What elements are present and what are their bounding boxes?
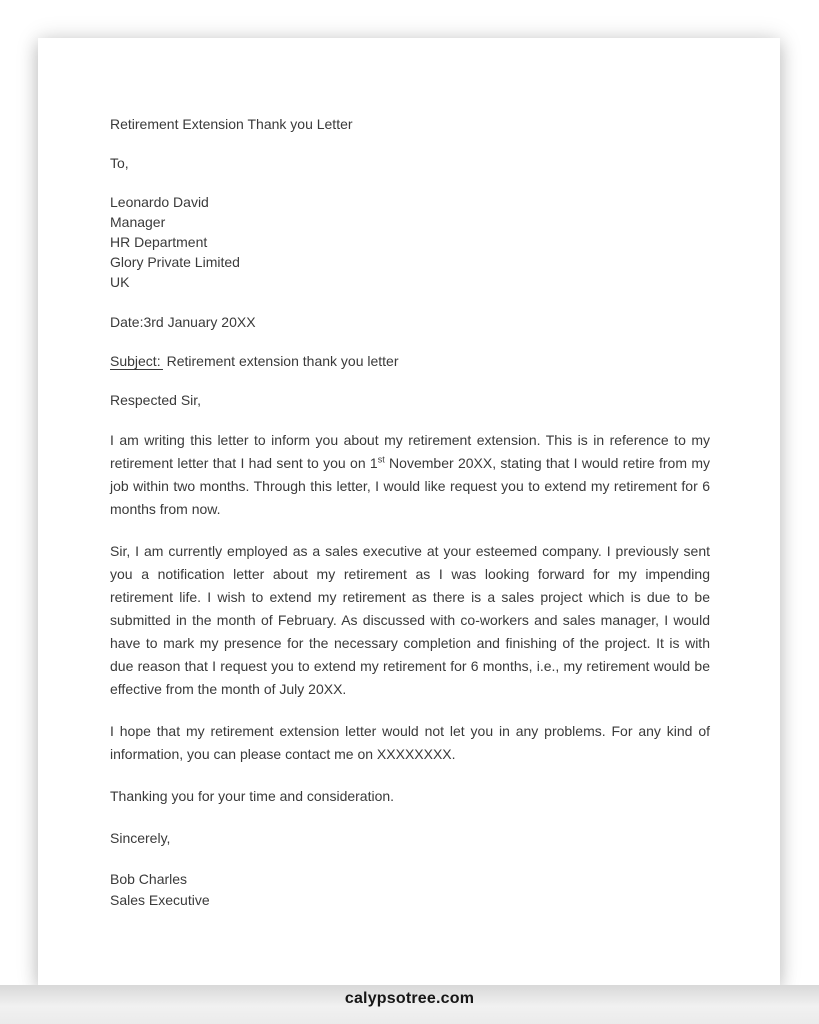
recipient-country: UK — [110, 274, 130, 290]
paragraph-2: Sir, I am currently employed as a sales executive at your esteemed company. I previously sent you a notification letter about my retirement as I was looking forward for my impending retirement life. I wish to extend my retirement as there is a sales project which is due to be submitted in the month of February. As discussed with co-workers and sales manager, I would have to mark my presence for the necessary completion and finishing of the project. It is with due reason that I request you to extend my retirement for 6 months, i.e., my retirement would be effective from the month of July 20XX. — [110, 543, 710, 697]
letter-page — [38, 38, 780, 985]
thanks-line: Thanking you for your time and consideration. — [110, 788, 395, 804]
signature-role: Sales Executive — [110, 892, 210, 908]
paragraph-1-lead: I am writing this letter to inform you about my retirement extension. This is in reference to my retirement letter that I had sent to you on 1 — [110, 432, 710, 471]
paragraph-3: I hope that my retirement extension letter would not let you in any problems. For any kind of information, you can please contact me on XXXXXXXX. — [110, 723, 710, 762]
closing-line: Sincerely, — [110, 830, 171, 846]
paragraph-1-rest: November 20XX, stating that I would retire from my job within two months. Through this letter, I would like request you to extend my retirement for 6 months from now. — [110, 455, 710, 517]
recipient-name: Leonardo David — [110, 194, 209, 210]
recipient-block — [110, 192, 710, 292]
date-line: Date:3rd January 20XX — [110, 314, 256, 330]
recipient-department: HR Department — [110, 234, 208, 250]
site-name: calypsotree.com — [344, 990, 475, 1007]
letter-title: Retirement Extension Thank you Letter — [110, 116, 353, 132]
footer-band — [0, 985, 819, 1024]
subject-label: Subject: — [110, 353, 161, 369]
signature-block — [110, 869, 710, 911]
paragraph-1 — [110, 429, 710, 521]
recipient-role: Manager — [110, 214, 166, 230]
recipient-company: Glory Private Limited — [110, 254, 240, 270]
salutation-to: To, — [110, 155, 129, 171]
signature-name: Bob Charles — [110, 871, 188, 887]
subject-text: Retirement extension thank you letter — [166, 353, 399, 369]
subject-line — [110, 351, 710, 371]
greeting: Respected Sir, — [110, 392, 202, 408]
letter-body — [38, 38, 780, 911]
ordinal-superscript: st — [377, 454, 385, 465]
